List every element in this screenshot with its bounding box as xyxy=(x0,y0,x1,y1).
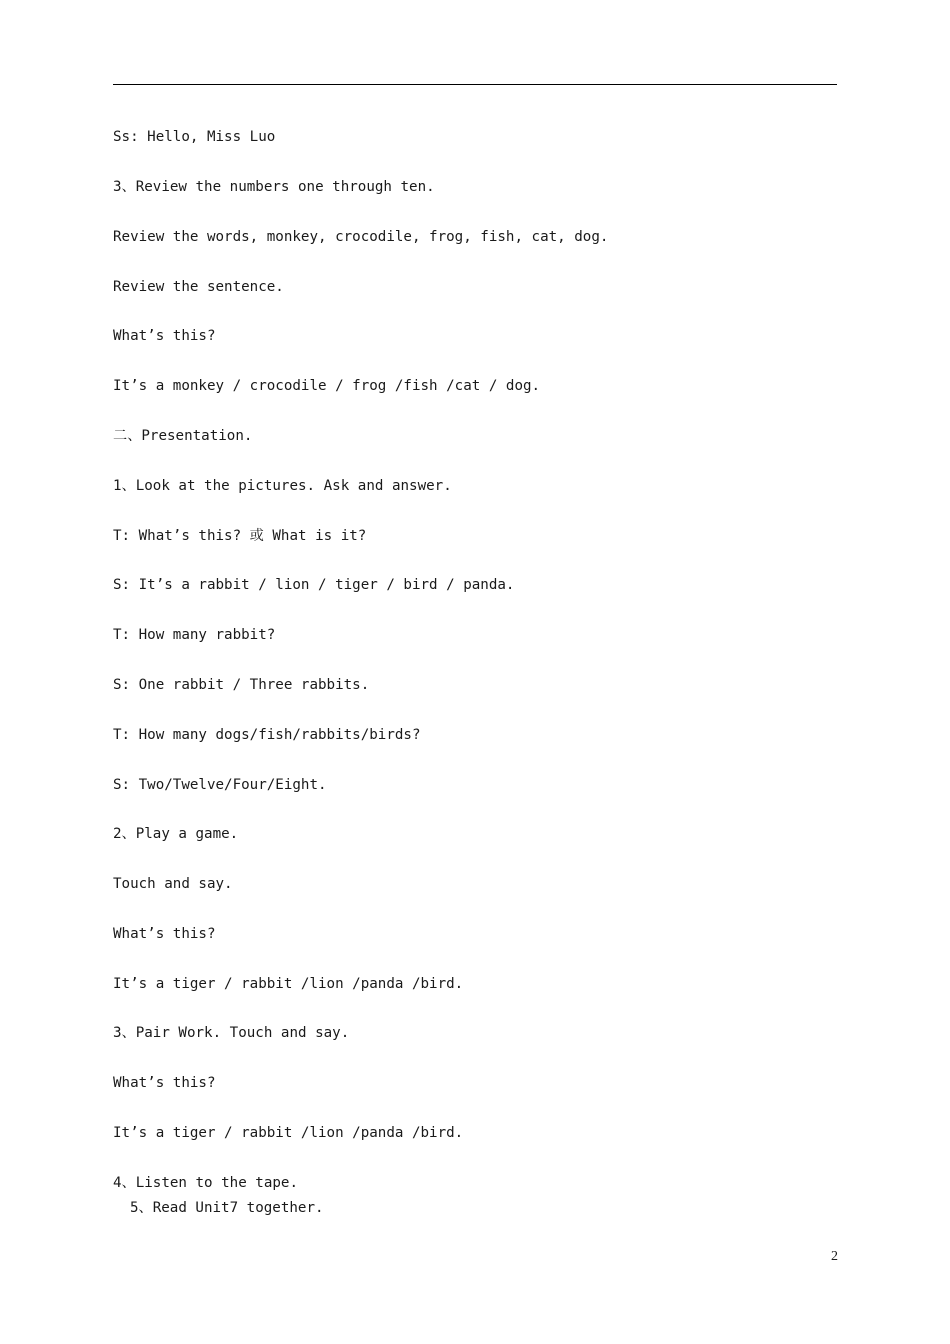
text-line: It’s a tiger / rabbit /lion /panda /bird. xyxy=(113,976,464,992)
text-line: S: One rabbit / Three rabbits. xyxy=(113,677,370,693)
header-rule xyxy=(113,84,837,85)
text-line: What’s this? xyxy=(113,926,216,942)
text-line: T: What’s this? 或 What is it? xyxy=(113,528,367,544)
section-heading: 二、Presentation. xyxy=(113,428,253,444)
text-line: 4、Listen to the tape. xyxy=(113,1175,299,1191)
text-line: 3、Review the numbers one through ten. xyxy=(113,179,435,195)
text-line: 1、Look at the pictures. Ask and answer. xyxy=(113,478,452,494)
text-line: S: It’s a rabbit / lion / tiger / bird / panda. xyxy=(113,577,515,593)
text-line: What’s this? xyxy=(113,1075,216,1091)
text-line: Ss: Hello, Miss Luo xyxy=(113,129,276,145)
text-line: 2、Play a game. xyxy=(113,826,239,842)
text-line: 3、Pair Work. Touch and say. xyxy=(113,1025,350,1041)
text-line: What’s this? xyxy=(113,328,216,344)
text-line: S: Two/Twelve/Four/Eight. xyxy=(113,777,327,793)
text-line: Touch and say. xyxy=(113,876,233,892)
text-line: It’s a monkey / crocodile / frog /fish /cat / dog. xyxy=(113,378,541,394)
text-line: It’s a tiger / rabbit /lion /panda /bird. xyxy=(113,1125,464,1141)
text-line: Review the words, monkey, crocodile, frog, fish, cat, dog. xyxy=(113,229,609,245)
page-number: 2 xyxy=(831,1249,838,1264)
text-line: T: How many dogs/fish/rabbits/birds? xyxy=(113,727,421,743)
text-line: 5、Read Unit7 together. xyxy=(130,1200,324,1216)
text-line: Review the sentence. xyxy=(113,279,284,295)
text-line: T: How many rabbit? xyxy=(113,627,276,643)
